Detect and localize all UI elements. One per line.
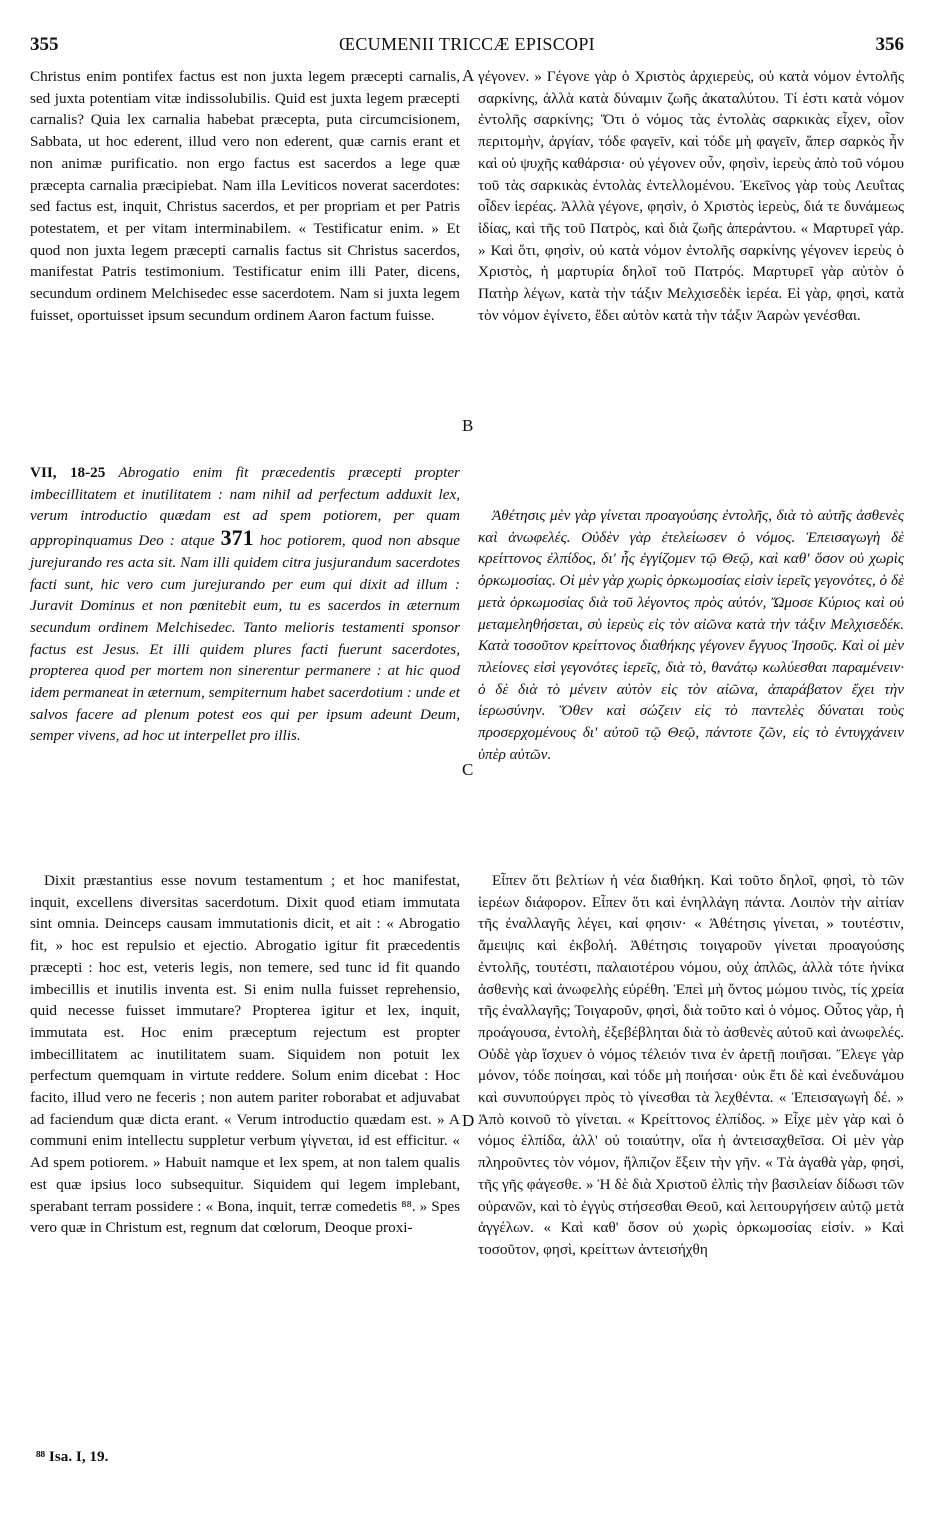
margin-marker-a: A: [462, 66, 475, 85]
latin-text-2b: hoc potiorem, quod non absque jurejurando res acta sit. Nam illi quidem citra jusjurandum sacerdotes facti sunt, hic vero cum jurejurando per eum qui dixit ad illum : Juravit Dominus et non pœnitebit eum, tu es sacerdos in æternum secundum ordinem Melchisedec. Tanto melioris testamenti sponsor factus est Jesus. Et illi quidem plures facti fuerunt sacerdotes, propterea quod per mortem non sinerentur permanere : at hic quod idem permaneat in æternum, sempiternum habet sacerdotium : unde et salvos facere ad plenum potest eos qui per ipsum adeunt Deum, semper vivens, ad hoc ut interpellet pro illis.: [30, 532, 461, 745]
greek-text-1: γέγονεν. » Γέγονε γὰρ ὁ Χριστὸς ἀρχιερεὺς, οὐ κατὰ νόμον ἐντολῆς σαρκίνης, ἀλλὰ κατὰ δύναμιν ζωῆς ἀκαταλύτου. Τί ἐστι κατὰ νόμον ἐντολῆς σαρκίνης; Ὅτι ὁ νόμος τὰς ἐντολὰς σαρκικὰς εἶχεν, οἷον περιτομὴν, ἀργίαν, τόδε φαγεῖν, καὶ τόδε μὴ φαγεῖν, ἅπερ σαρκὸς ἦν καὶ οὐ ψυχῆς καθάρσια· οὐ γέγονεν οὖν, φησὶν, ἱερεὺς ἀπὸ τοῦ νόμου τοῦ τὰς σαρκικὰς ἐντολὰς ἐντελλομένου. Ἐκεῖνος γὰρ τοὺς Λευΐτας οἶδεν ἱερέας. Ἀλλὰ γέγονε, φησὶν, ὁ Χριστὸς ἱερεὺς, διά τε δυνάμεως ἰδίας, καὶ τῆς τοῦ Πατρὸς, καὶ διὰ ζωῆς ἀπεράντου. « Μαρτυρεῖ γάρ. » Καὶ ὅτι, φησὶν, οὐ κατὰ νόμον ἐντολῆς σαρκίνης γέγονεν ἱερεὺς ὁ Χριστὸς, ἡ μαρτυρία δηλοῖ τοῦ Πατρός. Μαρτυρεῖ γὰρ αὐτὸν ὁ Πατὴρ λέγων, κατὰ τὴν τάξιν Μελχισεδὲκ ἱερέα. Εἰ γὰρ, φησὶ, κατὰ τὸν νόμον ἐγίνετο, ἔδει αὐτὸν κατὰ τὴν τάξιν Ἀαρὼν γενέσθαι.: [478, 68, 904, 324]
latin-paragraph-3: [30, 870, 460, 1239]
latin-text-3: Dixit præstantius esse novum testamentum ; et hoc manifestat, inquit, excellens diversitas sacerdotum. Dixit quod etiam immutata sint omnia. Deinceps causam immutationis dicit, et ait : « Abrogatio fit, » hoc est repulsio et ejectio. Abrogatio igitur fit præcedentis præcepti : hoc est, veteris legis, non temere, sed tunc id fit quando imbecillis et inutilis inventa est. Si enim nulla fuisset reprehensio, quid necesse fuisset immutare? Propterea igitur et lex, inquit, immutata est. Hoc enim præceptum rejectum est propter imbecillitatem ac inutilitatem suam. Siquidem non potuit lex perfectum quemquam in virtute reddere. Solum enim dicebat : Hoc facito, illud vero ne feceris ; non autem pariter roborabat et adjuvabat ad faciendum quæ dicta erant. « Verum introductio quædam est. » A communi enim intellectu suppletur verbum γίγνεται, id est efficitur. « Ad spem potiorem. » Habuit namque et lex spem, at non talem qualis est quæ ipsius loco subsequitur. Siquidem qui legem implebant, sperabant terram possidere : « Bona, inquit, terræ comedetis ⁸⁸. » Spes vero quæ in Christum est, regnum dat cœlorum, Deoque proxi-: [30, 872, 460, 1237]
margin-marker-d: D: [462, 1111, 475, 1130]
running-title: ŒCUMENII TRICCÆ EPISCOPI: [339, 34, 595, 54]
footnote: ⁸⁸ Isa. I, 19.: [36, 1448, 109, 1465]
greek-paragraph-2: [478, 505, 904, 765]
latin-paragraph-2: [30, 462, 460, 747]
greek-paragraph-1: [478, 66, 904, 326]
page-number-right: 356: [875, 34, 904, 55]
verse-reference: VII, 18-25: [30, 464, 106, 481]
margin-marker-b: B: [462, 416, 474, 435]
latin-text-1: Christus enim pontifex factus est non juxta legem præcepti carnalis, sed juxta potentiam vitæ indissolubilis. Quid est juxta legem præcepti carnalis? Quia lex carnalia habebat præcepta, puta circumcisionem, Sabbata, ut hoc ederent, illud vero non ederent, quæ carnis erant et non animæ purificatio. non ergo factus est sacerdos a lege quæ præcepta carnalia præcipiebat. Nam illa Leviticos noverat sacerdotes: sed factus est, inquit, Christus sacerdos, et per propriam et per Patris potestatem, et per vitam interminabilem. « Testificatur enim. » Et quod non juxta legem præcepti carnalis factus sit Christus sacerdos, manifestat Patris testimonium. Testificatur enim illi Pater, dicens, secundum ordinem Melchisedec esse sacerdotem. Nam si juxta legem fuisset, oportuisset ipsum secundum ordinem Aaron factum fuisse.: [30, 68, 460, 324]
latin-text-2a: Abrogatio enim fit præcedentis præcepti propter imbecillitatem et inutilitatem : nam nihil ad perfectum adduxit lex, verum introductio quædam est ad spem potiorem, per quam appropinquamus Deo : atque: [30, 464, 460, 550]
latin-text-2: [30, 462, 460, 747]
greek-text-3: Εἶπεν ὅτι βελτίων ἡ νέα διαθήκη. Καὶ τοῦτο δηλοῖ, φησὶ, τὸ τῶν ἱερέων διάφορον. Εἶπεν ὅτι καὶ ἐνηλλάγη πάντα. Λοιπὸν τὴν αἰτίαν τῆς ἐναλλαγῆς λέγει, καί φησιν· « Ἀθέτησις γίνεται, » τουτέστιν, ἄμειψις καὶ ἐκβολή. Ἀθέτησις τοιγαροῦν γίνεται προαγούσης ἐντολῆς, τουτέστι, παλαιοτέρου νόμου, οὐχ ἁπλῶς, ἀλλὰ τότε ἡνίκα ἀσθενὴς καὶ ἀνωφελὴς εὑρέθη. Ἐπεὶ μὴ ὄντος μώμου τινὸς, τίς χρεία τῆς ἐναλλαγῆς; Τοιγαροῦν, φησὶ, διὰ τοῦτο καὶ ὁ νόμος. Οὗτος γὰρ, ἡ προάγουσα, ἐντολὴ, ἐξεβέβληται διὰ τὸ ἀσθενὲς αὐτοῦ καὶ ἀνωφελές. Οὐδὲ γὰρ ἴσχυεν ὁ νόμος τέλειόν τινα ἐν ἀρετῇ ποιῆσαι. Ἔλεγε γὰρ μόνον, τόδε ποίησαι, καὶ τόδε μὴ ποιήσαι· οὐκ ἔτι δὲ καὶ ἐνεδυνάμου καὶ συνυπούργει πρὸς τὸ γίνεσθαι τὰ λεχθέντα. « Ἐπεισαγωγὴ δέ. » Ἀπὸ κοινοῦ τὸ γίνεται. « Κρείττονος ἐλπίδος. » Εἶχε μὲν γὰρ καὶ ὁ νόμος ἐλπίδα, ἀλλ' οὐ τοιαύτην, οἵα ἡ ἀντεισαχθεῖσα. Οἱ μὲν γὰρ πληροῦντες τὸν νόμον, ἤλπιζον ἕξειν τὴν γῆν. « Τὰ ἀγαθὰ γὰρ, φησὶ, τῆς γῆς φάγεσθε. » Ἡ δὲ διὰ Χριστοῦ ἐλπὶς τὴν βασιλείαν δίδωσι τῶν οὐρανῶν, καὶ τὸ ἐγγὺς στήσεσθαι Θεοῦ, καὶ λειτουργήσειν αὐτῷ μετὰ ἀγγέλων. « Καὶ καθ' ὅσον οὐ χωρὶς ὁρκωμοσίας εἰσίν. » Καὶ τοσοῦτον, φησὶ, κρείττων ἀντεισήχθη: [478, 872, 905, 1258]
latin-paragraph-1: [30, 66, 460, 326]
greek-paragraph-3: [478, 870, 904, 1261]
greek-text-2: Ἀθέτησις μὲν γὰρ γίνεται προαγούσης ἐντολῆς, διὰ τὸ αὐτῆς ἀσθενὲς καὶ ἀνωφελές. Οὐδὲν γὰρ ἐτελείωσεν ὁ νόμος. Ἐπεισαγωγὴ δὲ κρείττονος ἐλπίδος, δι' ἧς ἐγγίζομεν τῷ Θεῷ, καὶ καθ' ὅσον οὐ χωρὶς ὁρκωμοσίας. Οἱ μὲν γὰρ χωρὶς ὁρκωμοσίας εἰσὶν ἱερεῖς γεγονότες, ὁ δὲ μετὰ ὁρκωμοσίας διὰ τοῦ λέγοντος πρὸς αὐτόν, Ὤμοσε Κύριος καὶ οὐ μεταμεληθήσεται, σὺ ἱερεὺς εἰς τὸν αἰῶνα κατὰ τὴν τάξιν Μελχισεδέκ. Κατὰ τοσοῦτον κρείττονος διαθήκης γέγονεν ἔγγυος Ἰησοῦς. Καὶ οἱ μὲν πλείονες εἰσὶ γεγονότες ἱερεῖς, διὰ τὸ, θανάτῳ κωλύεσθαι παραμένειν· ὁ δὲ διὰ τὸ μένειν αὐτὸν εἰς τὸν αἰῶνα, ἀπαράβατον ἔχει τὴν ἱερωσύνην. Ὅθεν καὶ σώζειν εἰς τὸ παντελὲς δύναται τοὺς προσερχομένους δι' αὐτοῦ τῷ Θεῷ, πάντοτε ζῶν, εἰς τὸ ἐντυγχάνειν ὑπὲρ αὐτῶν.: [478, 507, 904, 763]
margin-marker-c: C: [462, 760, 474, 779]
running-header: [30, 34, 904, 60]
original-page-number: 371: [220, 525, 254, 551]
page-number-left: 355: [30, 34, 59, 55]
